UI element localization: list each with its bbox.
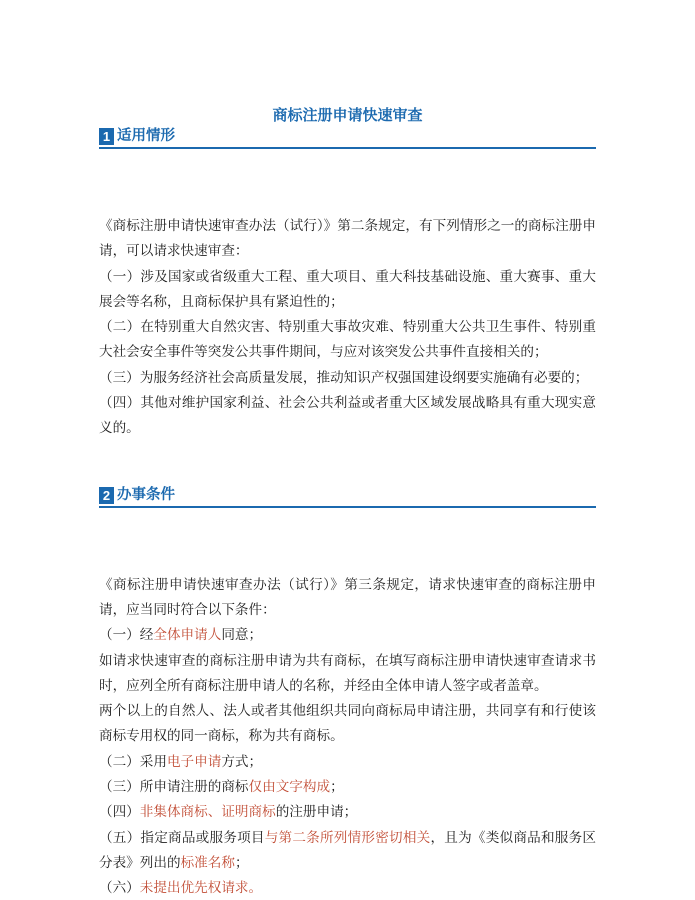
highlighted-text-run: 非集体商标、证明商标 xyxy=(139,804,276,820)
text-run: 两个以上的自然人、法人或者其他组织共同向商标局申请注册，共同享有和行使该商标专用权的同一商标，称为共有商标。 xyxy=(99,703,596,744)
text-run: 《商标注册申请快速审查办法（试行）》第二条规定，有下列情形之一的商标注册申请，可以请求快速审查： xyxy=(99,218,596,259)
text-run: （一）涉及国家或省级重大工程、重大项目、重大科技基础设施、重大赛事、重大展会等名称，且商标保护具有紧迫性的； xyxy=(99,268,596,309)
highlighted-text-run: 标准名称 xyxy=(180,854,235,870)
section-body xyxy=(99,213,596,441)
text-run: 如请求快速审查的商标注册申请为共有商标，在填写商标注册申请快速审查请求书时，应列全所有商标注册申请人的名称，并经由全体申请人签字或者盖章。 xyxy=(99,652,596,693)
paragraph xyxy=(99,365,596,390)
paragraph xyxy=(99,749,596,774)
text-run: ，且为《类似商品和服务区分表》列出的 xyxy=(99,829,597,870)
paragraph xyxy=(99,314,596,365)
text-run: 方式； xyxy=(221,753,263,769)
highlighted-text-run: 电子申请 xyxy=(166,753,222,769)
paragraph xyxy=(99,622,596,647)
text-run: （二）在特别重大自然灾害、特别重大事故灾难、特别重大公共卫生事件、特别重大社会安全事件等突发公共事件期间，与应对该突发公共事件直接相关的； xyxy=(99,319,596,360)
text-run: （五）指定商品或服务项目 xyxy=(99,829,265,845)
paragraph xyxy=(99,390,596,441)
text-run: （三）所申请注册的商标 xyxy=(99,779,249,795)
text-run: （三）为服务经济社会高质量发展，推动知识产权强国建设纲要实施确有必要的； xyxy=(99,369,589,385)
text-run: 的注册申请； xyxy=(275,804,358,820)
text-run: （四）其他对维护国家利益、社会公共利益或者重大区域发展战略具有重大现实意义的。 xyxy=(99,395,596,436)
paragraph xyxy=(99,875,596,900)
highlighted-text-run: 与第二条所列情形密切相关 xyxy=(264,829,431,845)
section-header xyxy=(99,128,596,149)
section-applicable-situations xyxy=(99,128,596,441)
section-number-badge: 1 xyxy=(99,128,114,145)
page-title: 商标注册申请快速审查 xyxy=(272,108,423,124)
paragraph xyxy=(99,774,596,799)
section-number-badge: 2 xyxy=(99,487,114,504)
paragraph xyxy=(99,264,596,315)
section-header xyxy=(99,487,596,508)
text-run: （一）经 xyxy=(99,627,154,643)
paragraph xyxy=(99,799,596,824)
paragraph xyxy=(99,698,596,749)
text-run: ； xyxy=(330,779,344,795)
section-heading: 办事条件 xyxy=(117,486,175,503)
paragraph xyxy=(99,825,596,876)
text-run: （六） xyxy=(99,880,140,896)
section-heading: 适用情形 xyxy=(117,128,175,144)
paragraph xyxy=(99,213,596,264)
paragraph xyxy=(99,572,596,623)
text-run: 同意； xyxy=(221,627,263,643)
text-run: ； xyxy=(234,854,249,870)
text-run: 《商标注册申请快速审查办法（试行）》第三条规定，请求快速审查的商标注册申请，应当同时符合以下条件： xyxy=(99,576,596,617)
highlighted-text-run: 全体申请人 xyxy=(153,627,222,643)
highlighted-text-run: 未提出优先权请求。 xyxy=(139,880,263,896)
text-run: （二）采用 xyxy=(99,753,167,769)
text-run: （四） xyxy=(99,804,140,820)
section-handling-conditions xyxy=(99,487,596,900)
page-content xyxy=(99,0,596,900)
section-body xyxy=(99,572,596,900)
highlighted-text-run: 仅由文字构成 xyxy=(248,779,331,795)
paragraph xyxy=(99,648,596,699)
